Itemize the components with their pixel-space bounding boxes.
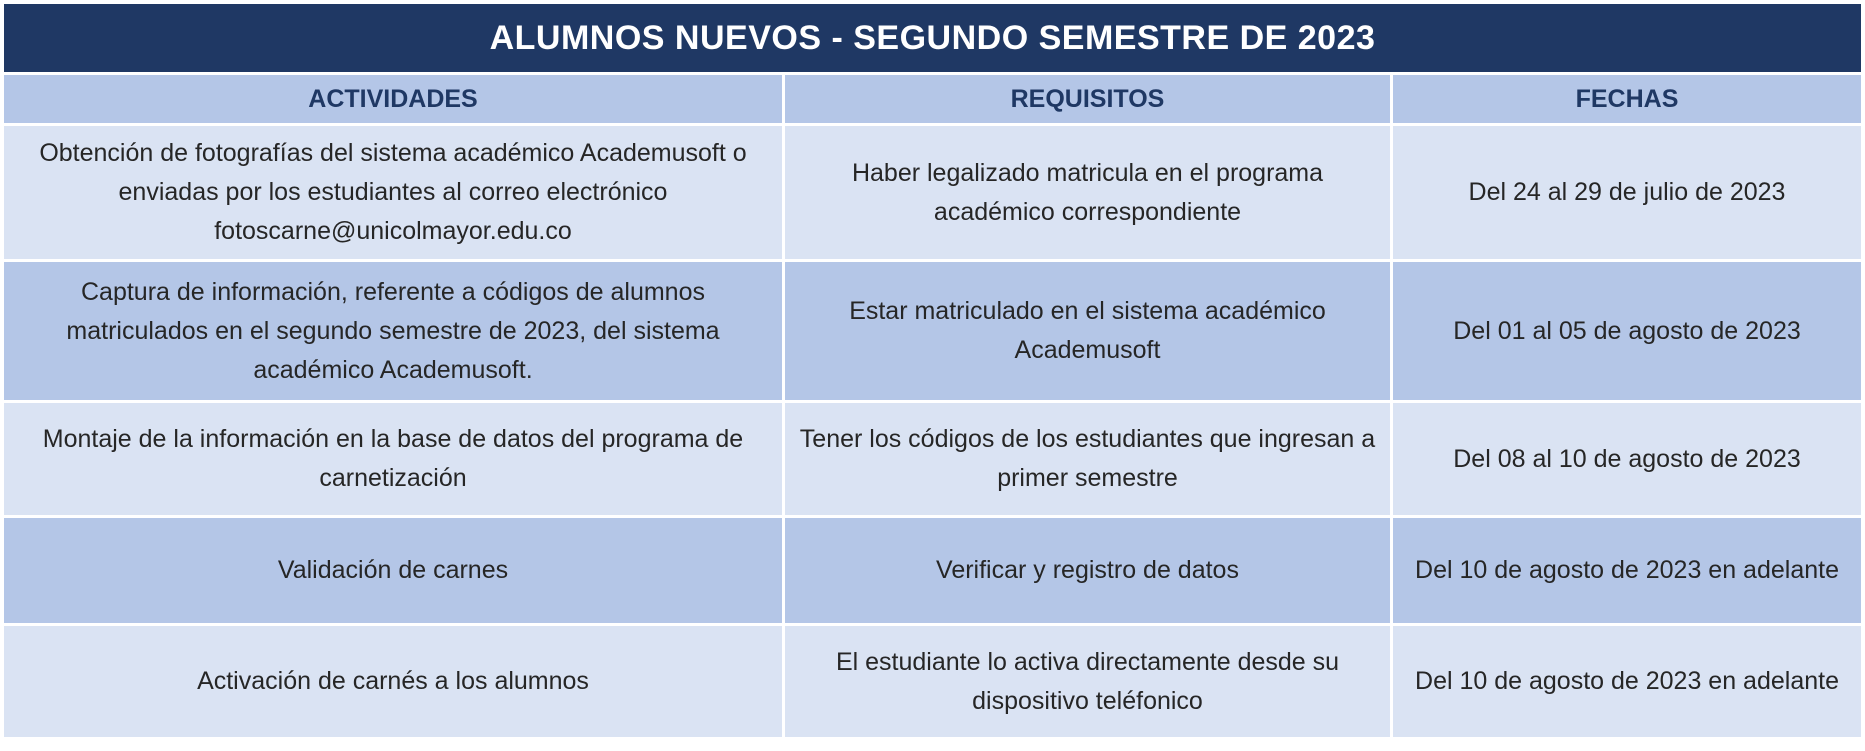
header-row xyxy=(4,75,1861,123)
table-row xyxy=(4,126,1861,259)
table-title: ALUMNOS NUEVOS - SEGUNDO SEMESTRE DE 2023 xyxy=(4,4,1861,72)
requirement-cell: Verificar y registro de datos xyxy=(785,518,1390,623)
date-cell: Del 10 de agosto de 2023 en adelante xyxy=(1393,626,1861,737)
table-row xyxy=(4,403,1861,515)
schedule-table-container xyxy=(4,4,1861,740)
table-row xyxy=(4,626,1861,737)
activity-cell: Activación de carnés a los alumnos xyxy=(4,626,782,737)
requirement-cell: Tener los códigos de los estudiantes que ingresan a primer semestre xyxy=(785,403,1390,515)
activity-cell: Obtención de fotografías del sistema académico Academusoft o enviadas por los estudiantes al correo electrónico fotoscarne@unicolmayor.edu.co xyxy=(4,126,782,259)
header-activities: ACTIVIDADES xyxy=(4,75,782,123)
activity-cell: Captura de información, referente a códigos de alumnos matriculados en el segundo semestre de 2023, del sistema académico Academusoft. xyxy=(4,262,782,400)
requirement-cell: El estudiante lo activa directamente desde su dispositivo teléfonico xyxy=(785,626,1390,737)
requirement-cell: Estar matriculado en el sistema académico Academusoft xyxy=(785,262,1390,400)
date-cell: Del 10 de agosto de 2023 en adelante xyxy=(1393,518,1861,623)
date-cell: Del 24 al 29 de julio de 2023 xyxy=(1393,126,1861,259)
header-dates: FECHAS xyxy=(1393,75,1861,123)
activity-cell: Validación de carnes xyxy=(4,518,782,623)
table-row xyxy=(4,262,1861,400)
header-requirements: REQUISITOS xyxy=(785,75,1390,123)
activity-cell: Montaje de la información en la base de datos del programa de carnetización xyxy=(4,403,782,515)
schedule-table xyxy=(1,72,1864,740)
date-cell: Del 01 al 05 de agosto de 2023 xyxy=(1393,262,1861,400)
date-cell: Del 08 al 10 de agosto de 2023 xyxy=(1393,403,1861,515)
requirement-cell: Haber legalizado matricula en el programa académico correspondiente xyxy=(785,126,1390,259)
table-row xyxy=(4,518,1861,623)
